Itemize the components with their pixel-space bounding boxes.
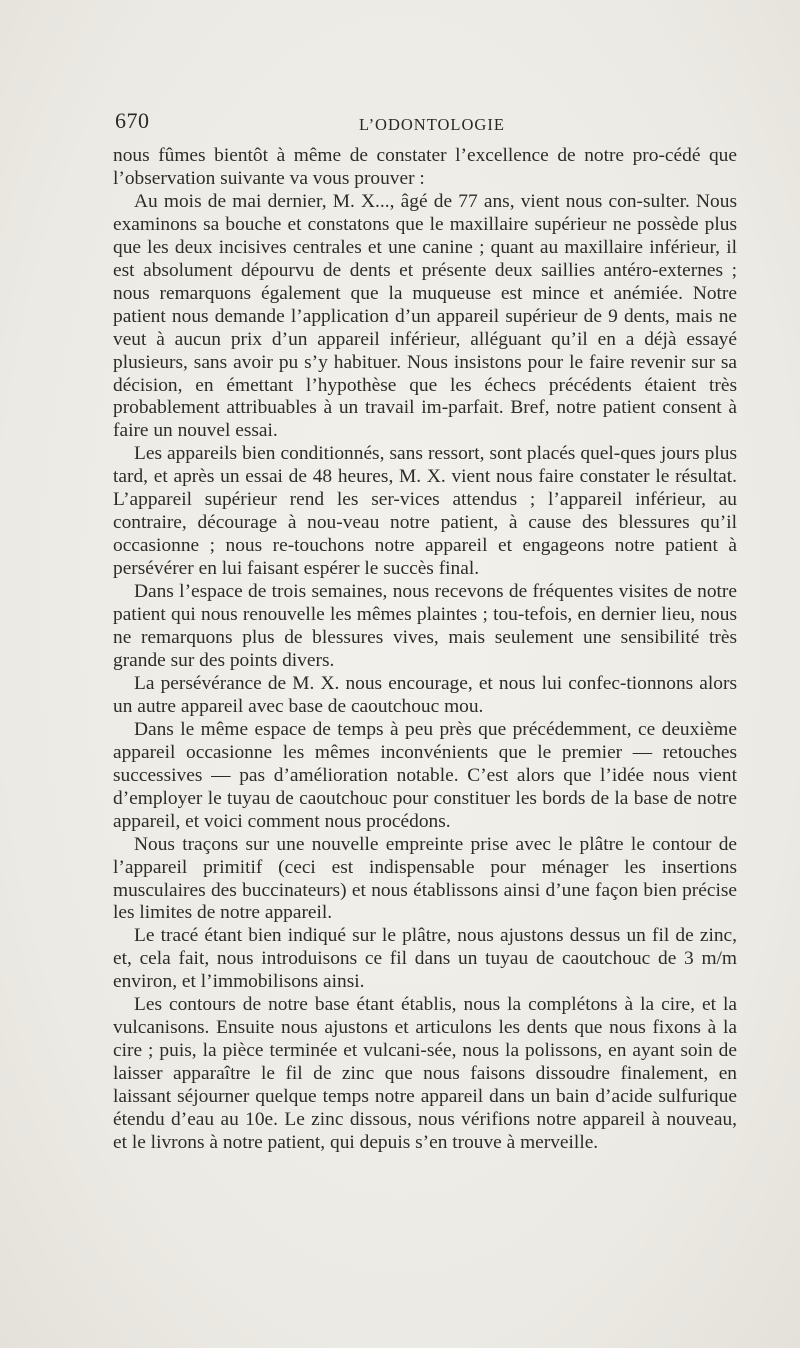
paragraph: La persévérance de M. X. nous encourage, et nous lui confec-tionnons alors un autre appareil avec base de caoutchouc mou. bbox=[113, 672, 737, 717]
page-header bbox=[115, 108, 685, 138]
paragraph: Les contours de notre base étant établis, nous la complétons à la cire, et la vulcanisons. Ensuite nous ajustons et articulons les dents que nous fixons à la cire ; puis, la pièce terminée et vulcani-sée, nous la polissons, en ayant soin de laisser apparaître le fil de zinc que nous faisons dissoudre finalement, en laissant séjourner quelque temps notre appareil dans un bain d’acide sulfurique étendu d’eau au 10e. Le zinc dissous, nous vérifions notre appareil à nouveau, et le livrons à notre patient, qui depuis s’en trouve à merveille. bbox=[113, 994, 737, 1153]
paragraph: Au mois de mai dernier, M. X..., âgé de 77 ans, vient nous con-sulter. Nous examinons sa bouche et constatons que le maxillaire supérieur ne possède plus que les deux incisives centrales et une canine ; quant au maxillaire inférieur, il est absolument dépourvu de dents et présente deux saillies antéro-externes ; nous remarquons également que la muqueuse est mince et anémiée. Notre patient nous demande l’application d’un appareil supérieur de 9 dents, mais ne veut à aucun prix d’un appareil inférieur, alléguant qu’il en a déjà essayé plusieurs, sans avoir pu s’y habituer. Nous insistons pour le faire revenir sur sa décision, en émettant l’hypothèse que les échecs précédents étaient très probablement attribuables à un travail im-parfait. Bref, notre patient consent à faire un nouvel essai. bbox=[113, 190, 737, 442]
paragraph: Dans l’espace de trois semaines, nous recevons de fréquentes visites de notre patient qui nous renouvelle les mêmes plaintes ; tou-tefois, en dernier lieu, nous ne remarquons plus de blessures vives, mais seulement une sensibilité très grande sur des points divers. bbox=[113, 581, 737, 671]
paragraph: Le tracé étant bien indiqué sur le plâtre, nous ajustons dessus un fil de zinc, et, cela fait, nous introduisons ce fil dans un tuyau de caoutchouc de 3 m/m environ, et l’immobilisons ainsi. bbox=[113, 925, 737, 993]
running-head: L’ODONTOLOGIE bbox=[359, 115, 505, 134]
paragraph: nous fûmes bientôt à même de constater l’excellence de notre pro-cédé que l’observation suivante va vous prouver : bbox=[113, 145, 737, 189]
paragraph: Dans le même espace de temps à peu près que précédemment, ce deuxième appareil occasionne les mêmes inconvénients que le premier — retouches successives — pas d’amélioration notable. C’est alors que l’idée nous vient d’employer le tuyau de caoutchouc pour constituer les bords de la base de notre appareil, et voici comment nous procédons. bbox=[113, 718, 737, 832]
paragraph: Nous traçons sur une nouvelle empreinte prise avec le plâtre le contour de l’appareil primitif (ceci est indispensable pour ménager les insertions musculaires des buccinateurs) et nous établissons ainsi d’une façon bien précise les limites de notre appareil. bbox=[113, 833, 737, 924]
paragraph: Les appareils bien conditionnés, sans ressort, sont placés quel-ques jours plus tard, et après un essai de 48 heures, M. X. vient nous faire constater le résultat. L’appareil supérieur rend les ser-vices attendus ; l’appareil inférieur, au contraire, décourage à nou-veau notre patient, à cause des blessures qu’il occasionne ; nous re-touchons notre appareil et engageons notre patient à persévérer en lui faisant espérer le succès final. bbox=[113, 443, 737, 580]
article-body bbox=[113, 145, 737, 1155]
page-number: 670 bbox=[115, 108, 150, 133]
